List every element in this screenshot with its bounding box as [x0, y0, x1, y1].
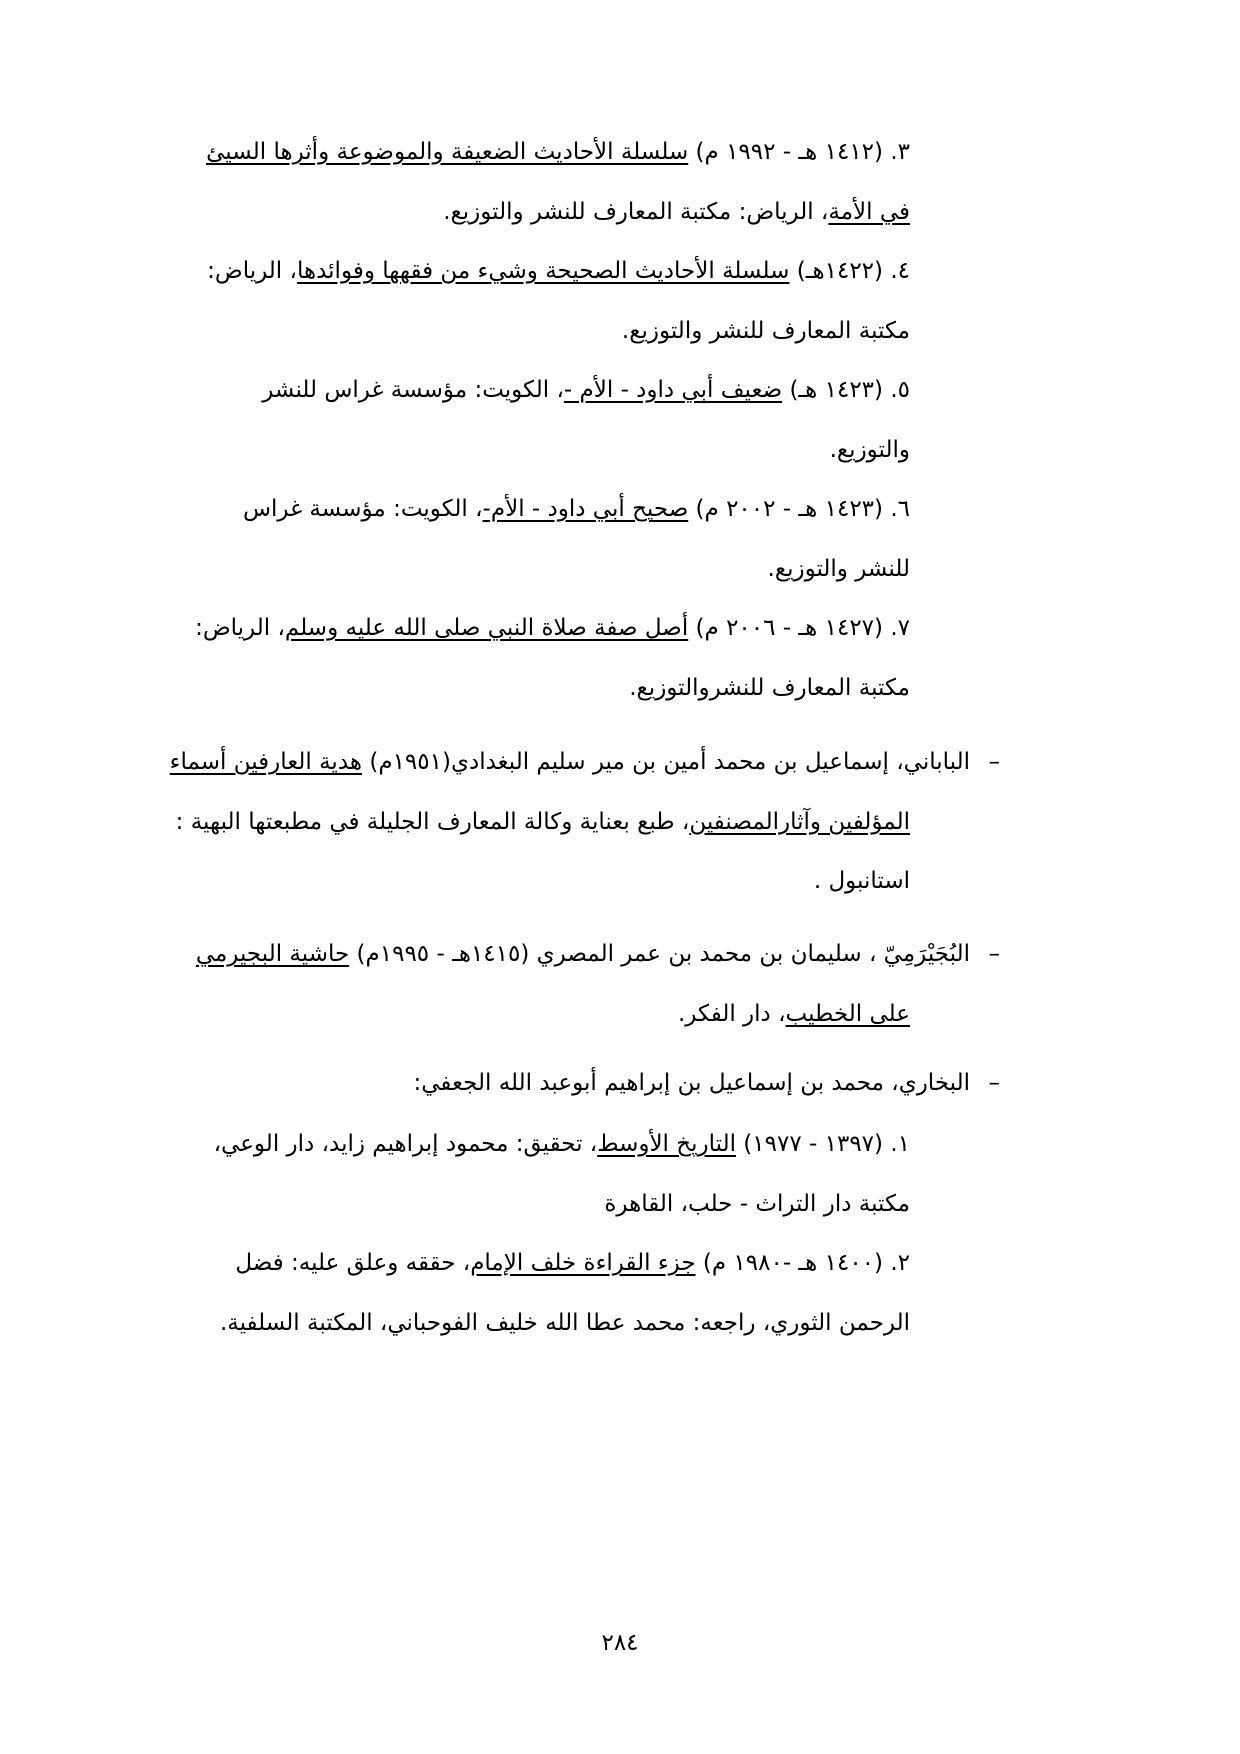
- entry-line: ١. (١٣٩٧ - ١٩٧٧) التاريخ الأوسط، تحقيق: محمود إبراهيم زايد، دار الوعي،: [213, 1131, 910, 1157]
- entry-line: ٢. (١٤٠٠ هـ -١٩٨٠ م) جزء القراءة خلف الإمام، حققه وعلق عليه: فضل: [235, 1250, 910, 1276]
- entry-line: للنشر والتوزيع.: [767, 556, 910, 582]
- entry-line: ٣. (١٤١٢ هـ - ١٩٩٢ م) سلسلة الأحاديث الضعيفة والموضوعة وأثرها السيئ: [206, 139, 910, 165]
- page-number: ٢٨٤: [601, 1630, 639, 1656]
- entry-line: استانبول .: [813, 868, 910, 894]
- entry-line: ٤. (١٤٢٢هـ) سلسلة الأحاديث الصحيحة وشيء من فقهها وفوائدها، الرياض:: [207, 258, 910, 284]
- bullet-dash: –: [988, 749, 1000, 775]
- entry-line: على الخطيب، دار الفكر.: [678, 1001, 910, 1027]
- entry-line: ٥. (١٤٢٣ هـ) ضعيف أبي داود - الأم -، الكويت: مؤسسة غراس للنشر: [262, 377, 910, 403]
- bullet-dash: –: [988, 1070, 1000, 1096]
- entry-line: في الأمة، الرياض: مكتبة المعارف للنشر والتوزيع.: [443, 199, 910, 225]
- entry-line: الباباني، إسماعيل بن محمد أمين بن مير سليم البغدادي(١٩٥١م) هدية العارفين أسماء: [169, 749, 970, 775]
- entry-line: مكتبة المعارف للنشر والتوزيع.: [621, 318, 910, 344]
- bullet-dash: –: [988, 941, 1000, 967]
- entry-line: البخاري، محمد بن إسماعيل بن إبراهيم أبوعبد الله الجعفي:: [413, 1070, 970, 1096]
- entry-line: ٧. (١٤٢٧ هـ - ٢٠٠٦ م) أصل صفة صلاة النبي صلى الله عليه وسلم، الرياض:: [195, 615, 910, 641]
- entry-line: مكتبة المعارف للنشروالتوزيع.: [629, 675, 910, 701]
- entry-line: مكتبة دار التراث - حلب، القاهرة: [604, 1191, 910, 1217]
- entry-line: والتوزيع.: [829, 437, 910, 463]
- entry-line: الرحمن الثوري، راجعه: محمد عطا الله خليف الفوحباني، المكتبة السلفية.: [219, 1310, 910, 1336]
- entry-line: ٦. (١٤٢٣ هـ - ٢٠٠٢ م) صحيح أبي داود - الأم-، الكويت: مؤسسة غراس: [242, 496, 910, 522]
- entry-line: البُجَيْرَمِيّ ، سليمان بن محمد بن عمر المصري (١٤١٥هـ - ١٩٩٥م) حاشية البجيرمي: [195, 941, 970, 967]
- entry-line: المؤلفين وآثارالمصنفين، طبع بعناية وكالة المعارف الجليلة في مطبعتها البهية :: [175, 809, 910, 835]
